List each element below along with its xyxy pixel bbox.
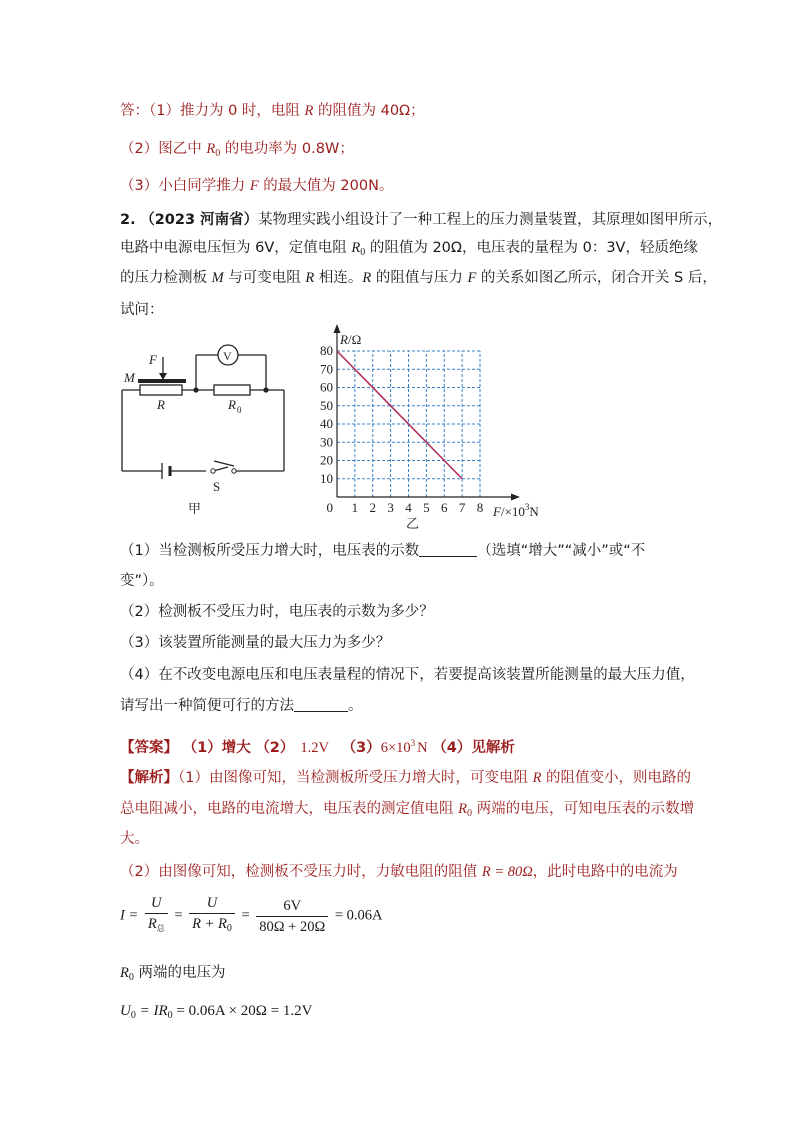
x-axis-label (492, 502, 539, 519)
eq1-frac-3-den: 80Ω + 20Ω (259, 918, 326, 935)
var-F: F (249, 178, 259, 194)
answer-part-1: （1）增大 (182, 740, 251, 756)
analysis-text-3: 大。 (120, 831, 149, 847)
x-tick-7: 7 (458, 500, 466, 515)
y-axis-label-unit: /Ω (347, 332, 362, 347)
x-tick-4: 4 (405, 500, 412, 515)
eq1-frac-2-num: U (189, 893, 235, 914)
question-text-1: 某物理实践小组设计了一种工程上的压力测量装置，其原理如图甲所示， (258, 212, 723, 228)
label-S: S (213, 479, 221, 494)
question-line-1 (120, 210, 722, 230)
junction-dot-right (263, 387, 268, 392)
label-V: V (223, 349, 232, 363)
x-tick-3: 3 (387, 500, 394, 515)
analysis-text-5: 两端的电压为 (133, 965, 226, 981)
prev-answer-3 (120, 176, 393, 196)
x-axis-label-exp: 3 (524, 502, 530, 512)
x-tick-6: 6 (441, 500, 448, 515)
detection-plate-M (138, 379, 186, 383)
subq-3-text: （3）该装置所能测量的最大压力为多少？ (120, 635, 391, 651)
y-tick-20: 20 (320, 452, 333, 468)
prev-answer-2-text: （2）图乙中 (120, 141, 207, 157)
y-tick-10: 10 (320, 470, 333, 486)
subq-1-line-2 (120, 571, 164, 591)
prev-answer-1 (120, 101, 425, 121)
analysis-eq-R: R = 80Ω (481, 864, 533, 880)
eq1-frac-3-num: 6V (256, 896, 328, 917)
var-R0: R (206, 141, 216, 157)
question-text-4: 试问： (120, 302, 164, 318)
question-text-2b: 的阻值为 20Ω，电压表的量程为 0：3V，轻质绝缘 (365, 240, 698, 256)
label-R0-sub: 0 (237, 405, 242, 415)
equation-voltage (120, 1001, 313, 1026)
answer-part-3-exp: 3 (410, 738, 416, 748)
question-source: （2023 河南省） (140, 212, 259, 228)
answer-part-3-unit: N (417, 740, 428, 756)
subq-4-end: 。 (348, 698, 363, 714)
label-M: M (124, 370, 135, 385)
subq-4-text-2: 请写出一种简便可行的方法 (120, 698, 294, 714)
origin-label: 0 (326, 500, 333, 515)
eq1-frac-2-den-sub: 0 (226, 923, 232, 934)
series-line-R-F-0 (337, 351, 462, 479)
caption-yi: 乙 (406, 516, 420, 531)
force-arrowhead (159, 373, 167, 380)
subq-1-line-1 (120, 541, 645, 561)
analysis-label: 【解析】 (120, 770, 178, 786)
eq1-frac-1-den-sub: 总 (156, 924, 165, 933)
analysis-line-2 (120, 799, 694, 824)
question-line-3 (120, 268, 717, 288)
eq2-U-sub: 0 (130, 1010, 136, 1021)
question-text-3c: 相连。 (314, 270, 363, 286)
eq1-sign-1: = (174, 907, 183, 924)
subq-4-line-1 (120, 665, 695, 685)
eq2-result: = 0.06A × 20Ω = 1.2V (172, 1003, 313, 1019)
label-F: F (149, 352, 157, 367)
switch-arm (214, 461, 234, 466)
question-line-4 (120, 300, 164, 320)
eq2-IR: = IR (135, 1003, 168, 1019)
var-R0-sub: 0 (128, 972, 134, 983)
circuit-diagram (110, 335, 300, 520)
eq1-frac-1-den: R (147, 916, 157, 932)
eq1-result: = 0.06A (334, 907, 383, 924)
question-text-3d: 的阻值与压力 (371, 270, 468, 286)
answer-part-3: （3） (341, 740, 381, 756)
eq1-frac-2-den: R + R (192, 916, 227, 932)
x-axis-label-unit: /×10 (500, 504, 525, 519)
subq-1-text: （1）当检测板所受压力增大时，电压表的示数 (120, 543, 420, 559)
eq1-lhs: I = (120, 907, 139, 924)
eq1-frac-3 (256, 896, 328, 937)
caption-jia: 甲 (188, 501, 202, 516)
answer-label: 【答案】 (120, 740, 178, 756)
y-tick-80: 80 (320, 343, 333, 358)
y-axis-label (339, 332, 361, 347)
answer-line (120, 733, 515, 758)
label-R: R (157, 397, 165, 412)
switch-contact-left (211, 469, 215, 473)
answer-part-2-value: 1.2V (300, 740, 330, 756)
prev-answer-2-suffix: 的电功率为 0.8W； (220, 141, 354, 157)
eq1-frac-2 (189, 893, 235, 939)
x-tick-8: 8 (476, 500, 484, 515)
subq-1-options: （选填“增大”“减小”或“不 (477, 543, 646, 559)
analysis-text-1a: （1）由图像可知，当检测板所受压力增大时，可变电阻 (178, 770, 533, 786)
var-R: R (304, 103, 314, 119)
prev-answer-1-suffix: 的阻值为 40Ω； (313, 103, 425, 119)
resistor-R0 (214, 385, 250, 395)
analysis-line-4 (120, 862, 678, 882)
var-R: R (532, 770, 542, 786)
r-f-chart (300, 322, 570, 532)
y-tick-60: 60 (320, 379, 333, 395)
equation-current (120, 893, 383, 939)
var-R0: R (458, 801, 467, 817)
eq1-frac-1-num: U (145, 893, 168, 914)
question-number: 2. (120, 212, 136, 228)
subq-4-text: （4）在不改变电源电压和电压表量程的情况下，若要提高该装置所能测量的最大压力值， (120, 667, 695, 683)
analysis-text-4a: （2）由图像可知，检测板不受压力时，力敏电阻的阻值 (120, 864, 482, 880)
x-tick-1: 1 (351, 500, 359, 515)
chart-series (337, 351, 462, 479)
var-R: R (305, 270, 315, 286)
question-line-2 (120, 238, 698, 263)
x-tick-5: 5 (423, 500, 430, 515)
subq-4-line-2 (120, 696, 363, 716)
var-R0: R (120, 965, 129, 981)
resistor-R (140, 385, 182, 395)
x-axis-label-var: F (493, 504, 501, 519)
x-tick-2: 2 (369, 500, 376, 515)
y-tick-50: 50 (320, 397, 333, 413)
prev-answer-1-text: 答：（1）推力为 0 时，电阻 (120, 103, 305, 119)
subq-1-end: 变”）。 (120, 573, 164, 589)
var-R0: R (351, 240, 361, 256)
x-axis-arrow (511, 494, 520, 501)
eq1-frac-1 (145, 893, 168, 939)
var-R: R (362, 270, 372, 286)
analysis-text-1b: 的阻值变小，则电路的 (541, 770, 692, 786)
answer-blank-1[interactable] (419, 542, 477, 557)
subq-2-text: （2）检测板不受压力时，电压表的示数为多少？ (120, 604, 434, 620)
question-text-3b: 与可变电阻 (223, 270, 306, 286)
analysis-text-2b: 两端的电压，可知电压表的示数增 (471, 801, 695, 817)
analysis-text-2a: 总电阻减小，电路的电流增大，电压表的测定值电阻 (120, 801, 459, 817)
prev-answer-3-suffix: 的最大值为 200N。 (258, 178, 394, 194)
eq1-sign-2: = (241, 907, 250, 924)
eq2-U: U (120, 1003, 131, 1019)
subq-2 (120, 602, 434, 622)
y-tick-40: 40 (320, 416, 333, 431)
question-text-3a: 的压力检测板 (120, 270, 212, 286)
answer-part-2: （2） (255, 740, 295, 756)
var-R0-sub: 0 (466, 808, 472, 819)
prev-answer-2 (120, 139, 354, 164)
switch-contact-right (232, 469, 236, 473)
analysis-line-3 (120, 829, 149, 849)
y-axis-label-var: R (340, 332, 348, 347)
y-tick-30: 30 (320, 434, 333, 450)
label-R0: R (228, 397, 236, 412)
x-axis-label-tail: N (529, 504, 539, 519)
answer-part-4: （4）见解析 (432, 740, 515, 756)
subq-3 (120, 633, 390, 653)
var-F: F (467, 270, 477, 286)
var-M: M (211, 270, 224, 286)
prev-answer-3-text: （3）小白同学推力 (120, 178, 250, 194)
var-R0-sub: 0 (215, 148, 221, 159)
y-tick-70: 70 (320, 361, 333, 377)
eq2-IR-sub: 0 (167, 1010, 173, 1021)
answer-blank-4[interactable] (294, 697, 348, 712)
junction-dot-left (193, 387, 198, 392)
analysis-line-1 (120, 768, 691, 788)
analysis-line-5 (120, 963, 225, 988)
var-R0-sub: 0 (360, 247, 366, 258)
answer-part-3-value: 6×10 (380, 740, 411, 756)
question-text-2a: 电路中电源电压恒为 6V，定值电阻 (120, 240, 352, 256)
analysis-text-4b: ，此时电路中的电流为 (532, 864, 678, 880)
question-text-3e: 的关系如图乙所示，闭合开关 S 后， (476, 270, 717, 286)
